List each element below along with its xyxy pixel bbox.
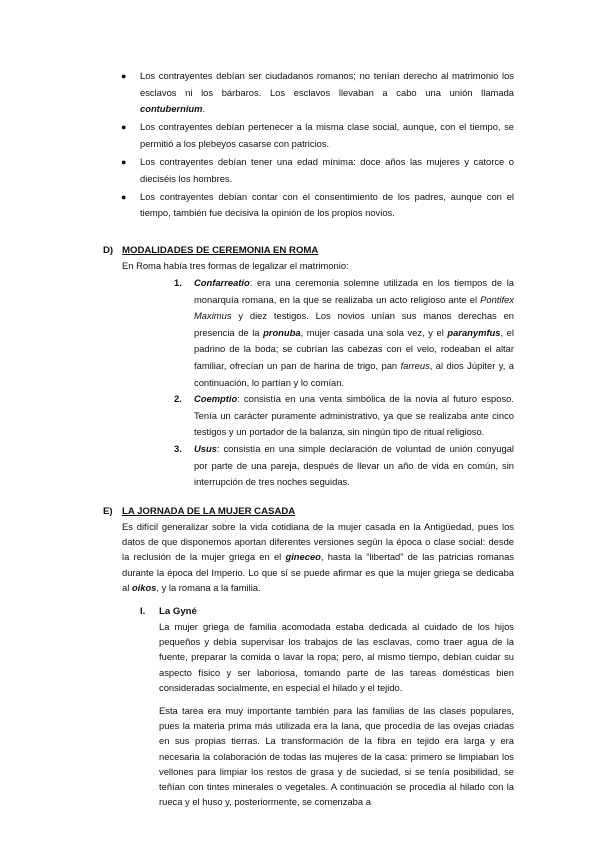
section-e-paragraph [122,519,514,595]
term-gineceo: gineceo [285,551,321,563]
gyne-paragraph-2: Esta tarea era muy importante también para las familias de las clases populares, pues la materia prima más utilizada era la lana, que procedía de las ovejas criadas en sus propias tierras. La transformación de la fibra en tejido era larga y era necesaria la colaboración de todas las mujeres de la casa: primero se limpiaban los vellones para limpiar los restos de grasa y de suciedad, si se tenía posibilidad, se teñían con tintes minerales o vegetales. A continuación se procedía al hilado con la rueca y el huso y, posteriormente, se comenzaba a [159,705,514,808]
list-number: 1. [174,277,182,288]
list-item-text: Los contrayentes debían ser ciudadanos romanos; no tenían derecho al matrimonio los esclavos ni los bárbaros. Los esclavos llevaban a cabo una unión llamada [140,70,514,98]
ceremony-list [174,275,514,491]
item-text: : consistía en una simple declaración de voluntad de unión conyugal por parte de una pareja, después de llevar un año de vida en común, sin interrupción de tres noches seguidas. [194,442,514,488]
paragraph-text: , y la romana a la familia. [156,581,261,593]
list-item-text: Los contrayentes debían pertenecer a la misma clase social, aunque, con el tiempo, se permitió a los plebeyos casarse con patricios. [140,121,514,149]
subsection-numeral: I. [140,606,146,617]
list-item [174,275,514,391]
term-pontifex: Pontifex Maximus [194,293,514,322]
section-letter: E) [103,506,113,517]
bullet-icon: ● [121,122,127,133]
section-title: LA JORNADA DE LA MUJER CASADA [122,506,296,517]
gyne-paragraph-1: La mujer griega de familia acomodada estaba dedicada al cuidado de los hijos pequeños y debía supervisar los trabajos de las esclavas, como traer agua de la fuente, preparar la comida o lavar la ropa; pero, al mismo tiempo, debían cuidar su aspecto físico y ser laboriosa, tomando parte de las tareas domésticas bien consideradas socialmente, en especial el hilado y el tejido. [159,621,514,693]
item-text: : consistía en una venta simbólica de la novia al futuro esposo. Tenía un carácter puramente administrativo, ya que se realizaba ante cinco testigos y un portador de la balanza, sin ningún tipo de ritual religioso. [194,393,514,438]
list-item-text: Los contrayentes debían tener una edad mínima: doce años las mujeres y catorce o dieciséis los hombres. [140,155,514,184]
term-coemptio: Coemptio [194,393,238,405]
paragraph-text: , hasta la “libertad” de las patricias romanas durante la época del Imperio. Lo que sí se puede afirmar es que la mujer griega se dedicaba al [122,551,515,593]
list-item-text: Los contrayentes debían contar con el consentimiento de los padres, aunque con el tiempo, también fue decisiva la opinión de los propios novios. [140,190,514,219]
bullet-icon: ● [121,71,127,81]
section-d-intro: En Roma había tres formas de legalizar el matrimonio: [122,260,349,271]
term-usus: Usus [194,442,217,454]
list-number: 3. [174,442,182,454]
list-item [121,68,514,118]
bullet-icon: ● [121,191,127,202]
list-item [174,391,514,441]
section-letter: D) [103,245,114,256]
item-text: : era una ceremonia solemne utilizada en los tiempos de la monarquía romana, en la que se realizaba un acto religioso ante el [194,277,514,305]
term-farreus: farreus [400,359,430,371]
term-paranymfus: paranymfus [447,326,501,338]
item-text: , mujer casada una sola vez, y el [300,326,448,338]
list-item-text-end: . [202,103,206,115]
term-contubernium: contubernium [140,103,203,115]
subsection-title: La Gyné [159,606,197,617]
requirements-list [121,68,514,223]
list-item [121,189,514,222]
list-number: 2. [174,393,182,405]
item-text: , el padrino de la boda; se cubrían las cabezas con el velo, rodeaban el altar familiar, ofrecían un pan de harina de trigo, pan [194,326,514,371]
term-oikos: oikos [131,581,157,593]
item-text: y diez testigos. Los novios unían sus manos derechas en presencia de la [194,310,514,338]
list-item [174,441,514,491]
item-text: , al dios Júpiter y, a continuación, lo partían y lo comían. [194,359,514,388]
list-item [121,119,514,152]
term-confarreatio: Confarreatio [194,277,250,288]
list-item [121,154,514,187]
bullet-icon: ● [121,156,127,167]
section-title: MODALIDADES DE CEREMONIA EN ROMA [122,245,319,256]
paragraph-text: Es difícil generalizar sobre la vida cotidiana de la mujer casada en la Antigüedad, pues los datos de que disponemos aportan diferentes versiones según la época o clase social: desde la reclusión de la mujer griega en el [122,521,514,563]
term-pronuba: pronuba [263,326,301,338]
